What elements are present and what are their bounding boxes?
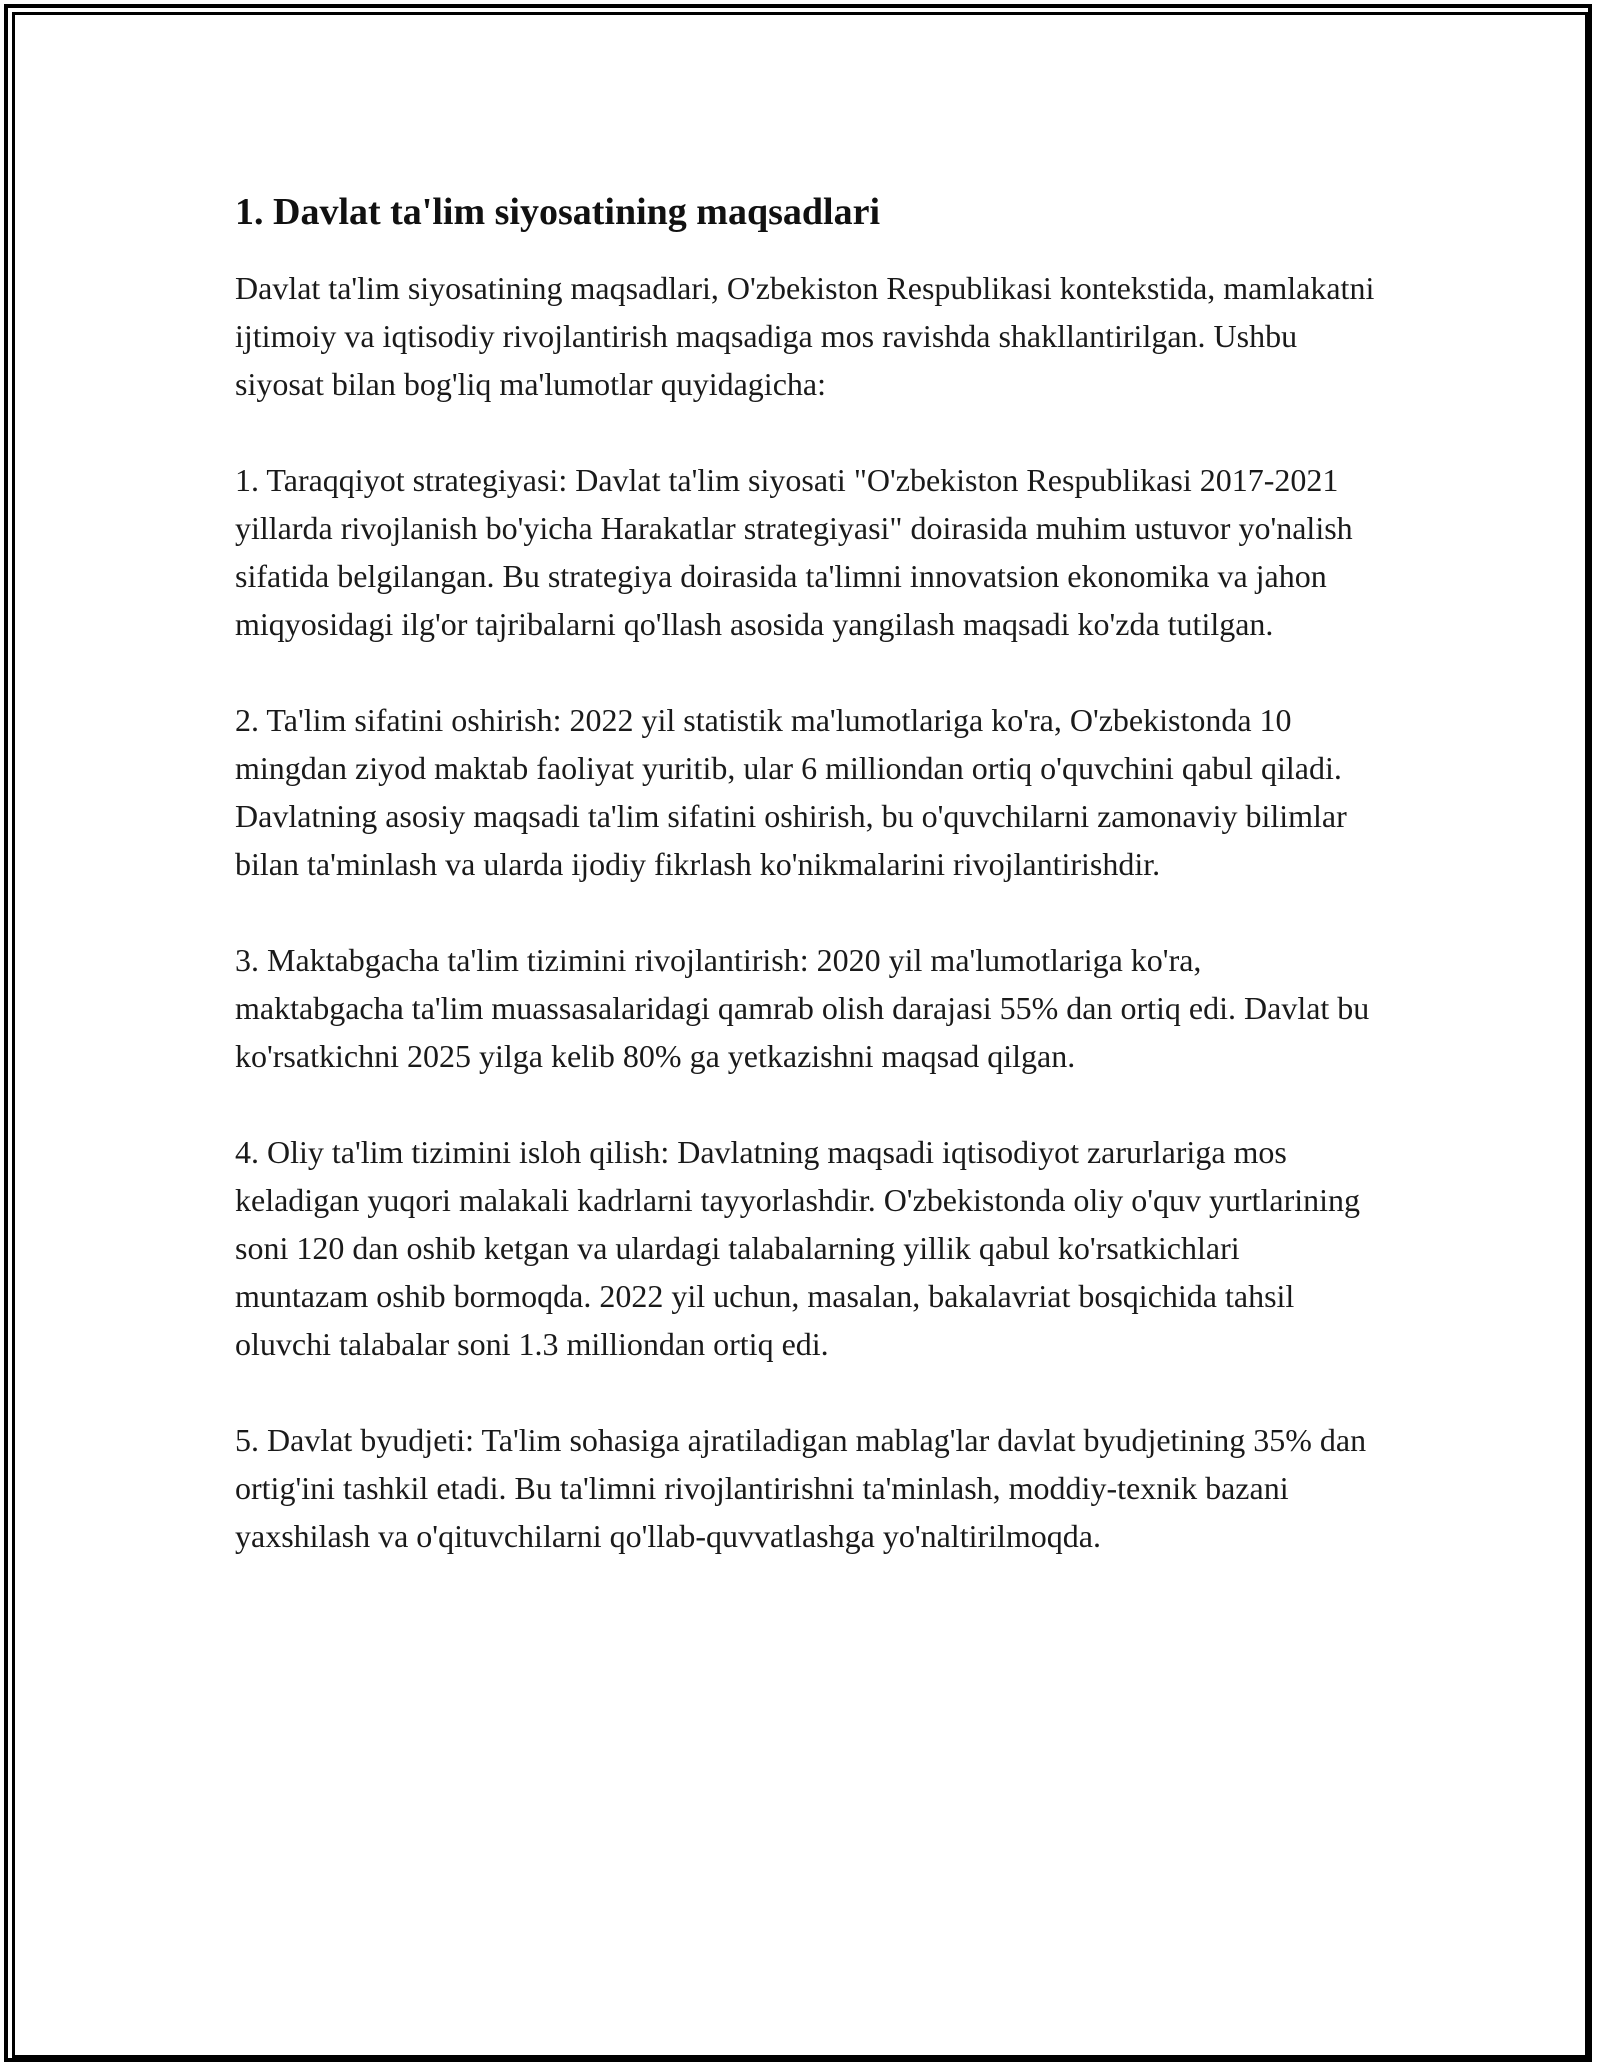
list-item-state-budget: 5. Davlat byudjeti: Ta'lim sohasiga ajratiladigan mablag'lar davlat byudjetining 35% dan ortig'ini tashkil etadi. Bu ta'limni rivojlantirishni ta'minlash, moddiy-texnik bazani yaxshilash va o'qituvchilarni qo'llab-quvvatlashga yo'naltirilmoqda. [235,1422,1367,1554]
list-item-preschool-education: 3. Maktabgacha ta'lim tizimini rivojlantirish: 2020 yil ma'lumotlariga ko'ra, maktabgacha ta'lim muassasalaridagi qamrab olish darajasi 55% dan ortiq edi. Davlat bu ko'rsatkichni 2025 yilga kelib 80% ga yetkazishni maqsad qilgan. [235,942,1370,1074]
list-item-education-quality: 2. Ta'lim sifatini oshirish: 2022 yil statistik ma'lumotlariga ko'ra, O'zbekistonda 10 mingdan ziyod maktab faoliyat yuritib, ular 6 milliondan ortiq o'quvchini qabul qiladi. Davlatning asosiy maqsadi ta'lim sifatini oshirish, bu o'quvchilarni zamonaviy bilimlar bilan ta'minlash va ularda ijodiy fikrlash ko'nikmalarini rivojlantirishdir. [235,702,1347,882]
list-item-higher-education: 4. Oliy ta'lim tizimini isloh qilish: Davlatning maqsadi iqtisodiyot zarurlariga mos keladigan yuqori malakali kadrlarni tayyorlashdir. O'zbekistonda oliy o'quv yurtlarining soni 120 dan oshib ketgan va ulardagi talabalarning yillik qabul ko'rsatkichlari muntazam oshib bormoqda. 2022 yil uchun, masalan, bakalavriat bosqichida tahsil oluvchi talabalar soni 1.3 milliondan ortiq edi. [235,1134,1361,1362]
intro-paragraph: Davlat ta'lim siyosatining maqsadlari, O'zbekiston Respublikasi kontekstida, mamlakatni ijtimoiy va iqtisodiy rivojlantirish maqsadiga mos ravishda shakllantirilgan. Ushbu siyosat bilan bog'liq ma'lumotlar quyidagicha: [235,270,1375,402]
section-heading: 1. Davlat ta'lim siyosatining maqsadlari [235,191,880,233]
document-body [235,188,1375,1560]
list-item-development-strategy: 1. Taraqqiyot strategiyasi: Davlat ta'lim siyosati "O'zbekiston Respublikasi 2017-2021 yillarda rivojlanish bo'yicha Harakatlar strategiyasi" doirasida muhim ustuvor yo'nalish sifatida belgilangan. Bu strategiya doirasida ta'limni innovatsion ekonomika va jahon miqyosidagi ilg'or tajribalarni qo'llash asosida yangilash maqsadi ko'zda tutilgan. [235,462,1353,642]
